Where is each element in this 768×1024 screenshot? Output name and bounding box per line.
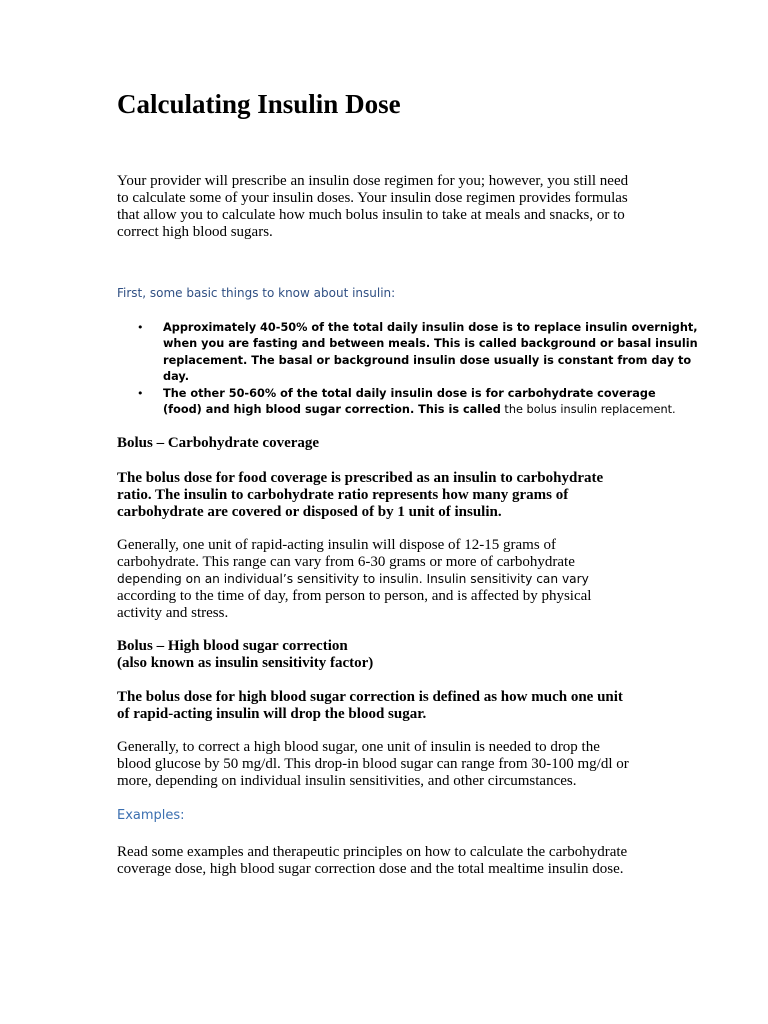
intro-line: to calculate some of your insulin doses. Your insulin dose regimen provides formulas: [117, 190, 628, 206]
definition-line: ratio. The insulin to carbohydrate ratio represents how many grams of: [117, 487, 569, 503]
bolus-carb-general-paragraph: [117, 537, 657, 622]
intro-paragraph: [117, 173, 657, 241]
examples-paragraph: [117, 844, 657, 878]
paragraph-line: Read some examples and therapeutic principles on how to calculate the carbohydrate: [117, 844, 628, 860]
definition-line: The bolus dose for food coverage is prescribed as an insulin to carbohydrate: [117, 470, 604, 486]
definition-line: The bolus dose for high blood sugar correction is defined as how much one unit: [117, 689, 623, 705]
bolus-carb-heading: Bolus – Carbohydrate coverage: [117, 435, 320, 451]
intro-line: Your provider will prescribe an insulin dose regimen for you; however, you still need: [117, 173, 629, 189]
paragraph-line: blood glucose by 50 mg/dl. This drop-in blood sugar can range from 30-100 mg/dl or: [117, 756, 629, 772]
paragraph-line: Generally, to correct a high blood sugar, one unit of insulin is needed to drop the: [117, 739, 600, 755]
paragraph-line: carbohydrate. This range can vary from 6-30 grams or more of carbohydrate: [117, 554, 575, 570]
bullet-line-bold-part: (food) and high blood sugar correction. This is called: [163, 403, 501, 417]
bullet-line: [163, 402, 676, 418]
heading-line: (also known as insulin sensitivity factor): [117, 655, 374, 671]
paragraph-line: coverage dose, high blood sugar correction dose and the total mealtime insulin dose.: [117, 861, 624, 877]
basics-heading: First, some basic things to know about insulin:: [117, 286, 396, 300]
definition-line: carbohydrate are covered or disposed of by 1 unit of insulin.: [117, 504, 502, 520]
bullet-item-basal: [137, 320, 698, 386]
paragraph-line: depending on an individual’s sensitivity to insulin. Insulin sensitivity can vary: [117, 572, 589, 586]
intro-line: that allow you to calculate how much bolus insulin to take at meals and snacks, or to: [117, 207, 625, 223]
definition-line: of rapid-acting insulin will drop the blood sugar.: [117, 706, 427, 722]
bullet-line: replacement. The basal or background insulin dose usually is constant from day to: [163, 353, 692, 367]
bolus-correction-heading: [117, 638, 657, 672]
bullet-line: The other 50-60% of the total daily insulin dose is for carbohydrate coverage: [163, 386, 656, 400]
bullet-marker: •: [137, 386, 144, 400]
paragraph-line: according to the time of day, from person to person, and is affected by physical: [117, 588, 592, 604]
bolus-correction-general-paragraph: [117, 739, 657, 790]
bolus-correction-definition: [117, 689, 657, 723]
paragraph-line: activity and stress.: [117, 605, 229, 621]
bullet-line: when you are fasting and between meals. This is called background or basal insulin: [163, 337, 698, 351]
basics-bullet-list: [137, 320, 698, 418]
paragraph-line: Generally, one unit of rapid-acting insulin will dispose of 12-15 grams of: [117, 537, 556, 553]
bullet-line: Approximately 40-50% of the total daily insulin dose is to replace insulin overnight,: [163, 321, 698, 334]
intro-line: correct high blood sugars.: [117, 224, 273, 240]
page-title: Calculating Insulin Dose: [117, 89, 401, 119]
bullet-item-bolus: [137, 386, 676, 419]
bullet-line: day.: [163, 370, 189, 384]
bolus-carb-definition: [117, 470, 657, 521]
paragraph-line: more, depending on individual insulin sensitivities, and other circumstances.: [117, 773, 577, 789]
examples-heading: Examples:: [117, 808, 185, 823]
bullet-line-normal-part: the bolus insulin replacement.: [500, 403, 676, 417]
bullet-marker: •: [137, 321, 144, 334]
heading-line: Bolus – High blood sugar correction: [117, 638, 348, 654]
